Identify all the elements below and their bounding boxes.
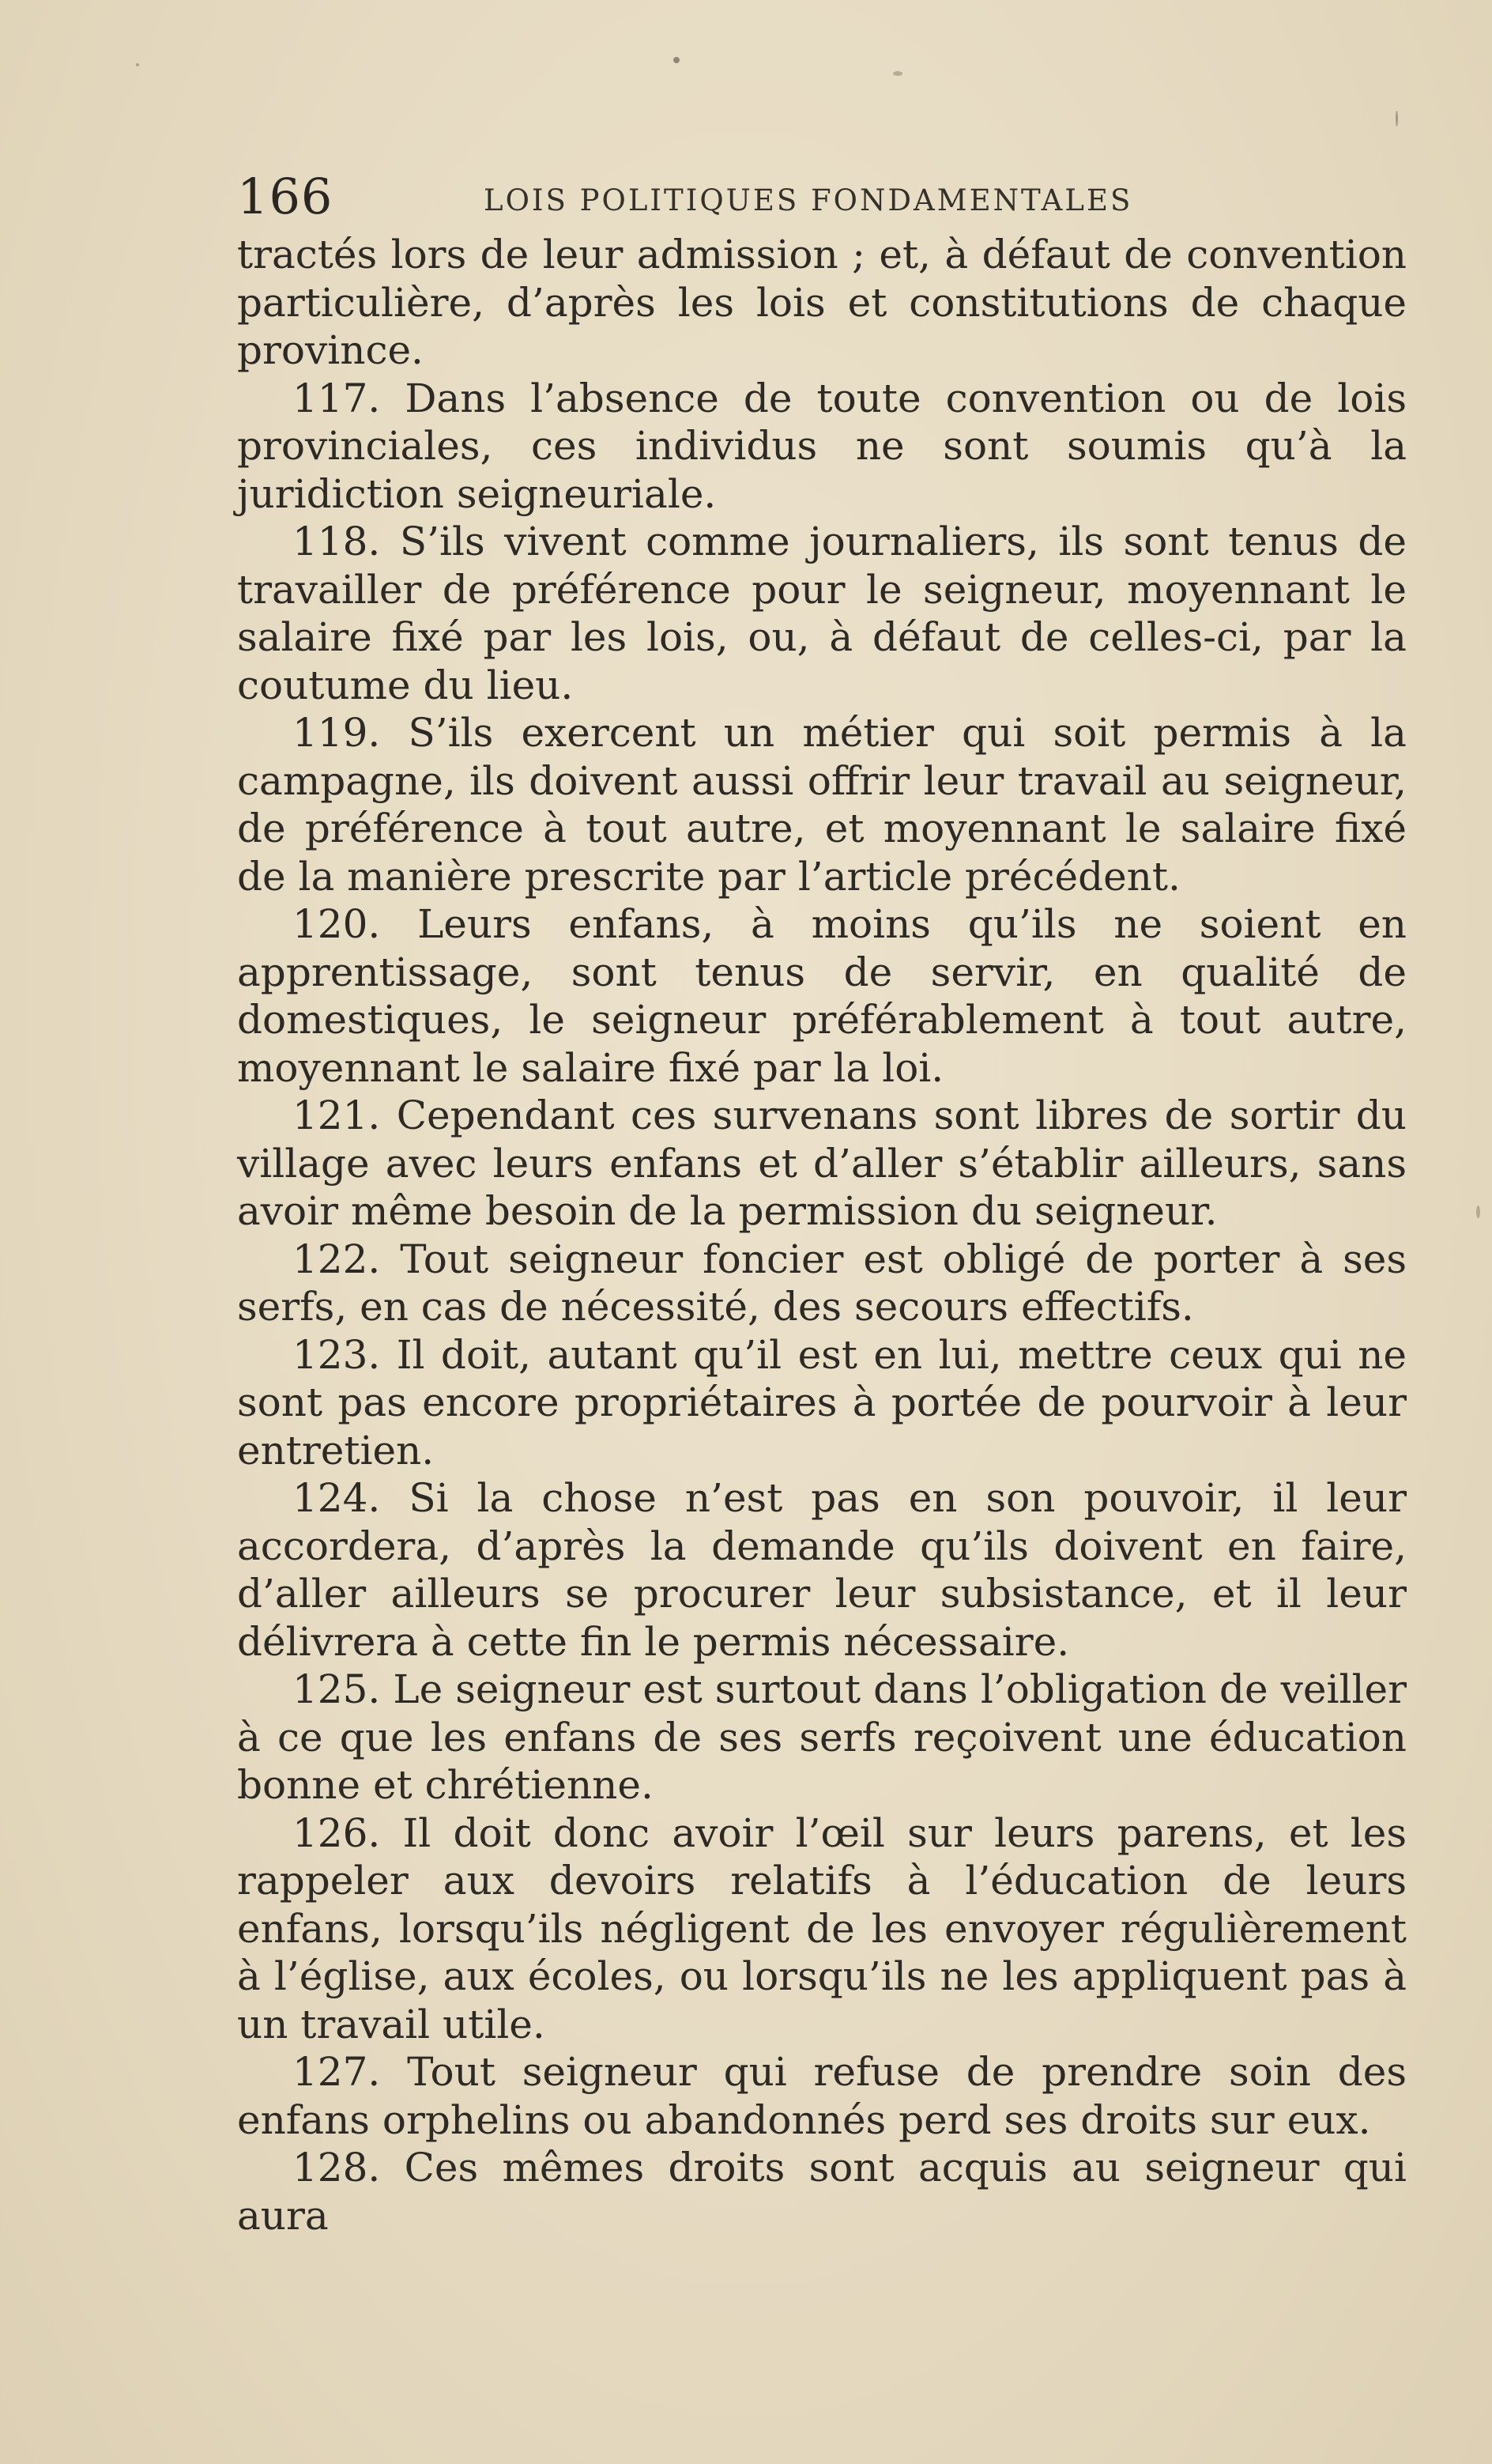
article-126 [237, 1809, 1407, 2049]
article-120 [237, 900, 1407, 1092]
article-number: 128. [292, 2145, 381, 2190]
article-text: Il doit donc avoir l’œil sur leurs parens, et les rappeler aux devoirs relatifs à l’éducation de leurs enfans, lorsqu’ils négligent de les envoyer régulièrement à l’église, aux écoles, ou lorsqu’ils ne les appliquent pas à un travail utile. [237, 1809, 1407, 2047]
article-text: Il doit, autant qu’il est en lui, mettre ceux qui ne sont pas encore propriétaires à portée de pourvoir à leur entretien. [237, 1331, 1407, 1473]
article-text: Le seigneur est surtout dans l’obligation de veiller à ce que les enfans de ses serfs reçoivent une éducation bonne et chrétienne. [237, 1666, 1407, 1808]
ink-speck [1476, 1206, 1480, 1218]
article-text: Dans l’absence de toute convention ou de lois provinciales, ces individus ne sont soumis qu’à la juridiction seigneuriale. [237, 375, 1407, 517]
article-number: 124. [292, 1475, 381, 1521]
article-number: 126. [292, 1809, 381, 1856]
article-118 [237, 518, 1407, 709]
body-text [237, 231, 1407, 2239]
article-text: S’ils exercent un métier qui soit permis à la campagne, ils doivent aussi offrir leur travail au seigneur, de préférence à tout autre, et moyennant le salaire fixé de la manière prescrite par l’article précédent. [237, 710, 1407, 900]
paragraph-text: tractés lors de leur admission ; et, à défaut de convention particulière, d’après les lois et constitutions de chaque province. [237, 232, 1407, 373]
article-number: 119. [292, 710, 381, 756]
article-text: Tout seigneur qui refuse de prendre soin des enfans orphelins ou abandonnés perd ses droits sur eux. [237, 2049, 1407, 2143]
article-text: Cependant ces survenans sont libres de sortir du village avec leurs enfans et d’aller s’établir ailleurs, sans avoir même besoin de la permission du seigneur. [237, 1092, 1407, 1234]
article-number: 117. [292, 375, 381, 421]
article-text: Ces mêmes droits sont acquis au seigneur qui aura [237, 2145, 1407, 2239]
ink-speck [1396, 111, 1398, 126]
article-125 [237, 1666, 1407, 1809]
ink-speck [136, 63, 139, 66]
article-number: 127. [292, 2049, 381, 2095]
article-number: 118. [292, 519, 381, 564]
article-text: Tout seigneur foncier est obligé de porter à ses serfs, en cas de nécessité, des secours effectifs. [237, 1236, 1407, 1330]
ink-speck [673, 57, 680, 63]
article-123 [237, 1331, 1407, 1475]
article-number: 125. [292, 1666, 381, 1712]
article-122 [237, 1236, 1407, 1331]
article-124 [237, 1474, 1407, 1666]
article-128 [237, 2144, 1407, 2239]
article-text: Leurs enfans, à moins qu’ils ne soient en apprentissage, sont tenus de servir, en qualité de domestiques, le seigneur préférablement à tout autre, moyennant le salaire fixé par la loi. [237, 901, 1407, 1091]
article-number: 121. [292, 1092, 381, 1138]
running-title: LOIS POLITIQUES FONDAMENTALES [484, 183, 1133, 217]
article-number: 120. [292, 901, 381, 947]
ink-speck [893, 71, 902, 76]
article-117 [237, 375, 1407, 519]
article-119 [237, 709, 1407, 900]
article-number: 123. [292, 1331, 381, 1378]
article-text: S’ils vivent comme journaliers, ils sont tenus de travailler de préférence pour le seigneur, moyennant le salaire fixé par les lois, ou, à défaut de celles-ci, par la coutume du lieu. [237, 519, 1407, 708]
page-number: 166 [237, 168, 333, 225]
page-header [237, 168, 1407, 231]
article-text: Si la chose n’est pas en son pouvoir, il leur accordera, d’après la demande qu’ils doivent en faire, d’aller ailleurs se procurer leur subsistance, et il leur délivrera à cette fin le permis nécessaire. [237, 1475, 1407, 1665]
paragraph-continuation [237, 231, 1407, 375]
article-127 [237, 2048, 1407, 2144]
article-number: 122. [292, 1236, 381, 1282]
article-121 [237, 1092, 1407, 1236]
